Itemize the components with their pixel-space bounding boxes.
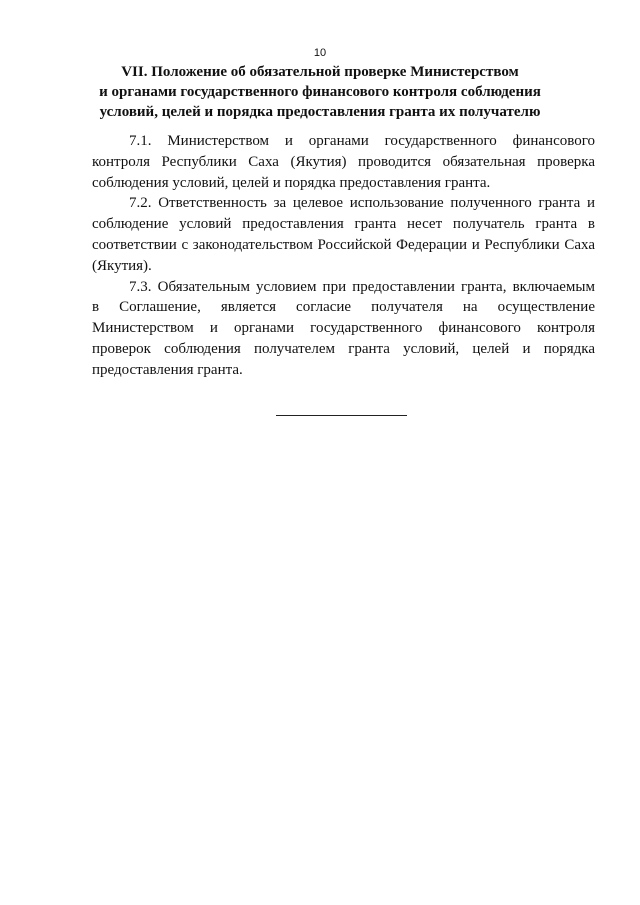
clause-line: Министерством и органами государственного финансового контроля bbox=[92, 320, 595, 337]
clause-line: соблюдение условий предоставления гранта несет получатель гранта в bbox=[92, 216, 595, 233]
clause-line: в Соглашение, является согласие получателя на осуществление bbox=[92, 299, 595, 316]
clause-line: 7.3. Обязательным условием при предоставлении гранта, включаемым bbox=[129, 278, 595, 295]
clause-7-1 bbox=[92, 131, 595, 193]
clause-line: контроля Республики Саха (Якутия) проводится обязательная проверка bbox=[92, 153, 595, 170]
page-number: 10 bbox=[313, 47, 327, 59]
section-heading-line: и органами государственного финансового контроля соблюдения bbox=[99, 84, 541, 100]
clause-line: предоставления гранта. bbox=[92, 361, 243, 378]
clause-line: соответствии с законодательством Российской Федерации и Республики Саха bbox=[92, 236, 595, 253]
clause-line: соблюдения условий, целей и порядка предоставления гранта. bbox=[92, 174, 491, 191]
clause-line: 7.1. Министерством и органами государственного финансового bbox=[129, 133, 595, 149]
section-heading bbox=[70, 62, 570, 122]
section-heading-line: VII. Положение об обязательной проверке Министерством bbox=[121, 64, 519, 80]
clause-7-2 bbox=[92, 193, 595, 276]
clause-line: проверок соблюдения получателем гранта условий, целей и порядка bbox=[92, 340, 595, 357]
clause-7-3 bbox=[92, 277, 595, 381]
end-of-document-rule bbox=[276, 415, 407, 416]
section-heading-line: условий, целей и порядка предоставления гранта их получателю bbox=[99, 104, 541, 120]
document-body bbox=[92, 131, 595, 381]
clause-line: 7.2. Ответственность за целевое использование полученного гранта и bbox=[129, 195, 595, 212]
clause-line: (Якутия). bbox=[92, 257, 152, 274]
